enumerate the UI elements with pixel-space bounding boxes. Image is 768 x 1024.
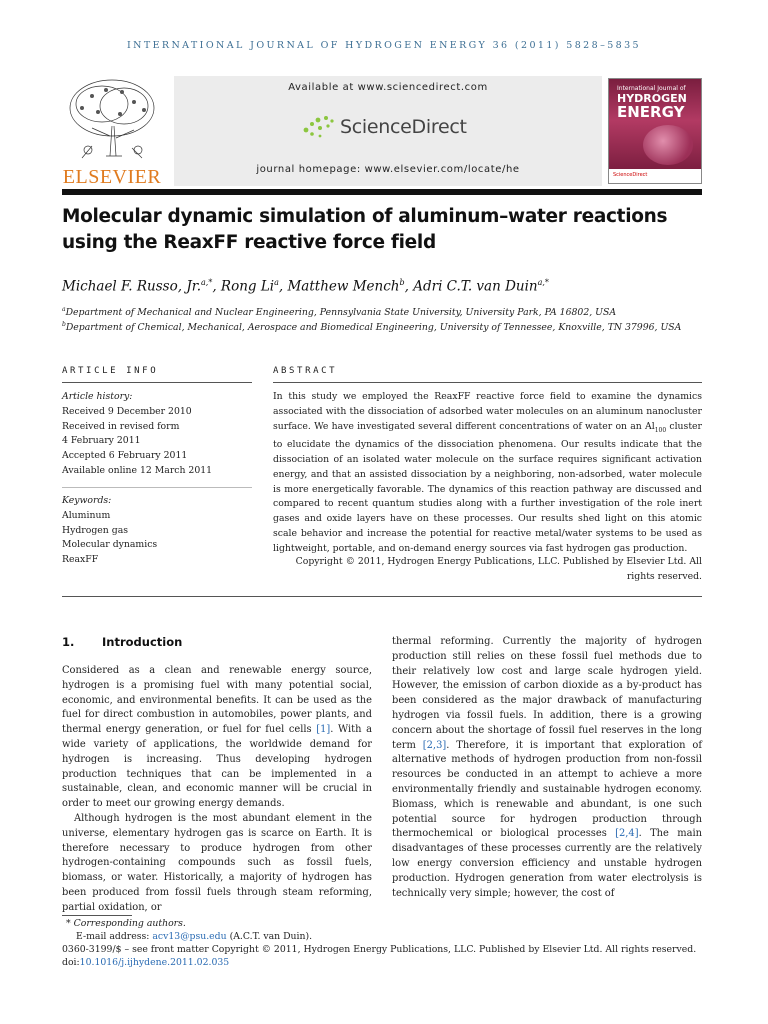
history-label: Article history: <box>62 391 133 402</box>
history-item: Accepted 6 February 2011 <box>62 450 188 462</box>
email-link[interactable]: acv13@psu.edu <box>152 931 227 942</box>
keywords-label: Keywords: <box>62 495 112 506</box>
abstract-copyright: Copyright © 2011, Hydrogen Energy Publications, LLC. Published by Elsevier Ltd. All rights reserved. <box>295 556 702 582</box>
cover-line-2: HYDROGEN <box>617 92 687 105</box>
keyword: Hydrogen gas <box>62 524 129 536</box>
cover-image <box>643 125 693 165</box>
author-sup[interactable]: a,* <box>537 278 549 287</box>
cover-footer-text: ScienceDirect <box>613 172 648 178</box>
sciencedirect-wordmark: ScienceDirect <box>340 116 467 138</box>
section-title: Introduction <box>102 635 183 649</box>
citation-link[interactable]: [1] <box>316 724 331 736</box>
email-label: E-mail address: <box>76 931 153 942</box>
affiliation <box>62 306 707 318</box>
history-item: Received in revised form <box>62 420 180 432</box>
history-item: 4 February 2011 <box>62 435 141 447</box>
paragraph <box>62 664 372 812</box>
text-run: . With a wide variety of applications, the worldwide demand for hydrogen is increasing. Thus developing hydrogen production techniques that can be implemented in a sustainable, clean, and economic manner will be crucial in order to meet our growing energy demands. <box>62 724 372 810</box>
abstract-text <box>273 390 702 557</box>
email-footnote <box>62 931 707 944</box>
keyword: ReaxFF <box>62 554 99 566</box>
info-rule <box>62 382 252 383</box>
masthead <box>62 76 702 186</box>
info-divider <box>62 487 252 488</box>
journal-cover <box>608 78 702 184</box>
footnote-corresponding: * Corresponding authors. <box>66 918 186 929</box>
keyword: Aluminum <box>62 509 111 521</box>
elsevier-wordmark: ELSEVIER <box>62 166 162 188</box>
text-run: Considered as a clean and renewable energy source, hydrogen is a promising fuel with many potential social, economic, and environmental benefits. It can be used as the fuel for direct combustion in automobiles, power plants, and thermal energy generation, or fuel for fuel cells <box>62 665 372 736</box>
affiliation-sup: b <box>62 321 66 328</box>
affiliation-text: Department of Mechanical and Nuclear Engineering, Pennsylvania State University, University Park, PA 16802, USA <box>65 307 617 319</box>
citation-link[interactable]: [2,3] <box>422 739 447 751</box>
corresponding-footnote <box>62 918 707 931</box>
abstract-rule <box>273 382 702 383</box>
abstract-bottom-rule <box>62 596 702 597</box>
cover-footer <box>609 169 702 183</box>
issn-line: 0360-3199/$ – see front matter Copyright © 2011, Hydrogen Energy Publications, LLC. Published by Elsevier Ltd. All rights reserved. <box>62 944 697 955</box>
article-title: Molecular dynamic simulation of aluminum–water reactions using the ReaxFF reactive force field <box>62 206 668 253</box>
sciencedirect-banner <box>174 76 602 186</box>
author-list: Michael F. Russo, Jr.$^{a,*}$, Rong Li$^a$, Matthew Mench$^b$, Adri C.T. van Duin$^{a,*}$ <box>62 278 549 295</box>
affiliation-sup: a <box>62 306 66 313</box>
journal-homepage[interactable]: journal homepage: www.elsevier.com/locate/he <box>256 164 520 175</box>
column-right <box>392 635 702 901</box>
paragraph: Although hydrogen is the most abundant element in the universe, elementary hydrogen gas is scarce on Earth. It is therefore necessary to produce hydrogen from other hydrogen-containing compounds such as fossil fuels, biomass, or water. Historically, a majority of hydrogen has been produced from fossil fuels through steam reforming, partial oxidation, or <box>62 812 372 913</box>
footnote-rule <box>62 915 132 916</box>
abstract-heading: ABSTRACT <box>273 366 338 376</box>
cover-line-3: ENERGY <box>617 103 685 121</box>
text-run: . The main disadvantages of these processes currently are the relatively low energy conversion efficiency and unstable hydrogen production. Hydrogen generation from water electrolysis is technically very simple; however, the cost of <box>392 828 703 899</box>
keywords <box>62 494 252 568</box>
keyword: Molecular dynamics <box>62 539 158 551</box>
author-name: Michael F. Russo, Jr. <box>62 278 201 295</box>
history-item: Received 9 December 2010 <box>62 405 192 417</box>
journal-header: INTERNATIONAL JOURNAL OF HYDROGEN ENERGY 36 (2011) 5828–5835 <box>126 40 642 51</box>
history-item: Available online 12 March 2011 <box>62 464 213 476</box>
abstract-part: In this study we employed the ReaxFF reactive force field to examine the dynamics associated with the dissociation of adsorbed water molecules on an aluminum nanocluster surface. We have investigated several different concentrations of water on an Al <box>273 391 702 432</box>
cover-line-1: International Journal of <box>617 85 686 92</box>
affiliation <box>62 321 707 333</box>
affiliation-text: Department of Chemical, Mechanical, Aerospace and Biomedical Engineering, University of Tennessee, Knoxville, TN 37996, USA <box>65 322 682 334</box>
text-run: . Therefore, it is important that exploration of alternative methods of hydrogen production from non-fossil resources be conducted in an attempt to achieve a more environmentally friendly and sustainable hydrogen economy. Biomass, which is renewable and abundant, is one such potential source for hydrogen production through thermochemical or biological processes <box>392 739 702 840</box>
doi-link[interactable]: 10.1016/j.ijhydene.2011.02.035 <box>79 957 230 968</box>
author-name: Adri C.T. van Duin <box>413 278 538 295</box>
author-name: Rong Li <box>220 278 275 295</box>
column-left <box>62 664 372 916</box>
abstract-part: cluster to elucidate the dynamics of the dissociation phenomena. Our results indicate that the dissociation of an isolated water molecule on the surface requires significant activation energy, and that an assisted dissociation by a neighboring, non-adsorbed, water molecule is more energetically favorable. The dynamics of this reaction pathway are discussed and compared to recent quantum studies along with a further investigation of the role inert gases and oxide layers have on these processes. Our results shed light on this atomic scale behavior and increase the potential for reactive metal/water systems to be used as lightweight, portable, and on-demand energy sources via fast hydrogen gas production. <box>273 420 702 554</box>
abstract-subscript: 100 <box>654 426 667 434</box>
paragraph <box>392 635 702 901</box>
available-at[interactable]: Available at www.sciencedirect.com <box>288 82 488 93</box>
text-run: thermal reforming. Currently the majority of hydrogen production still relies on these fossil fuel methods due to their relatively low cost and large scale hydrogen yield. However, the emission of carbon dioxide as a by-product has been considered as the major drawback of manufacturing hydrogen via fossil fuels. In addition, there is a growing concern about the shortage of fossil fuel reserves in the long term <box>392 636 702 751</box>
sciencedirect-dots-icon <box>300 112 338 142</box>
sciencedirect-logo[interactable] <box>300 112 500 142</box>
doi-line <box>62 957 707 970</box>
article-info-heading: ARTICLE INFO <box>62 366 159 376</box>
section-number: 1. <box>62 635 75 649</box>
author-sup[interactable]: a,* <box>201 278 213 287</box>
author-sup[interactable]: a <box>274 278 279 287</box>
citation-link[interactable]: [2,4] <box>615 828 639 840</box>
author-name: Matthew Mench <box>287 278 400 295</box>
doi-label: doi: <box>62 957 80 968</box>
article-history <box>62 390 252 479</box>
author-sup[interactable]: b <box>399 278 405 287</box>
header-rule <box>62 189 702 195</box>
email-rest: (A.C.T. van Duin). <box>226 931 313 942</box>
